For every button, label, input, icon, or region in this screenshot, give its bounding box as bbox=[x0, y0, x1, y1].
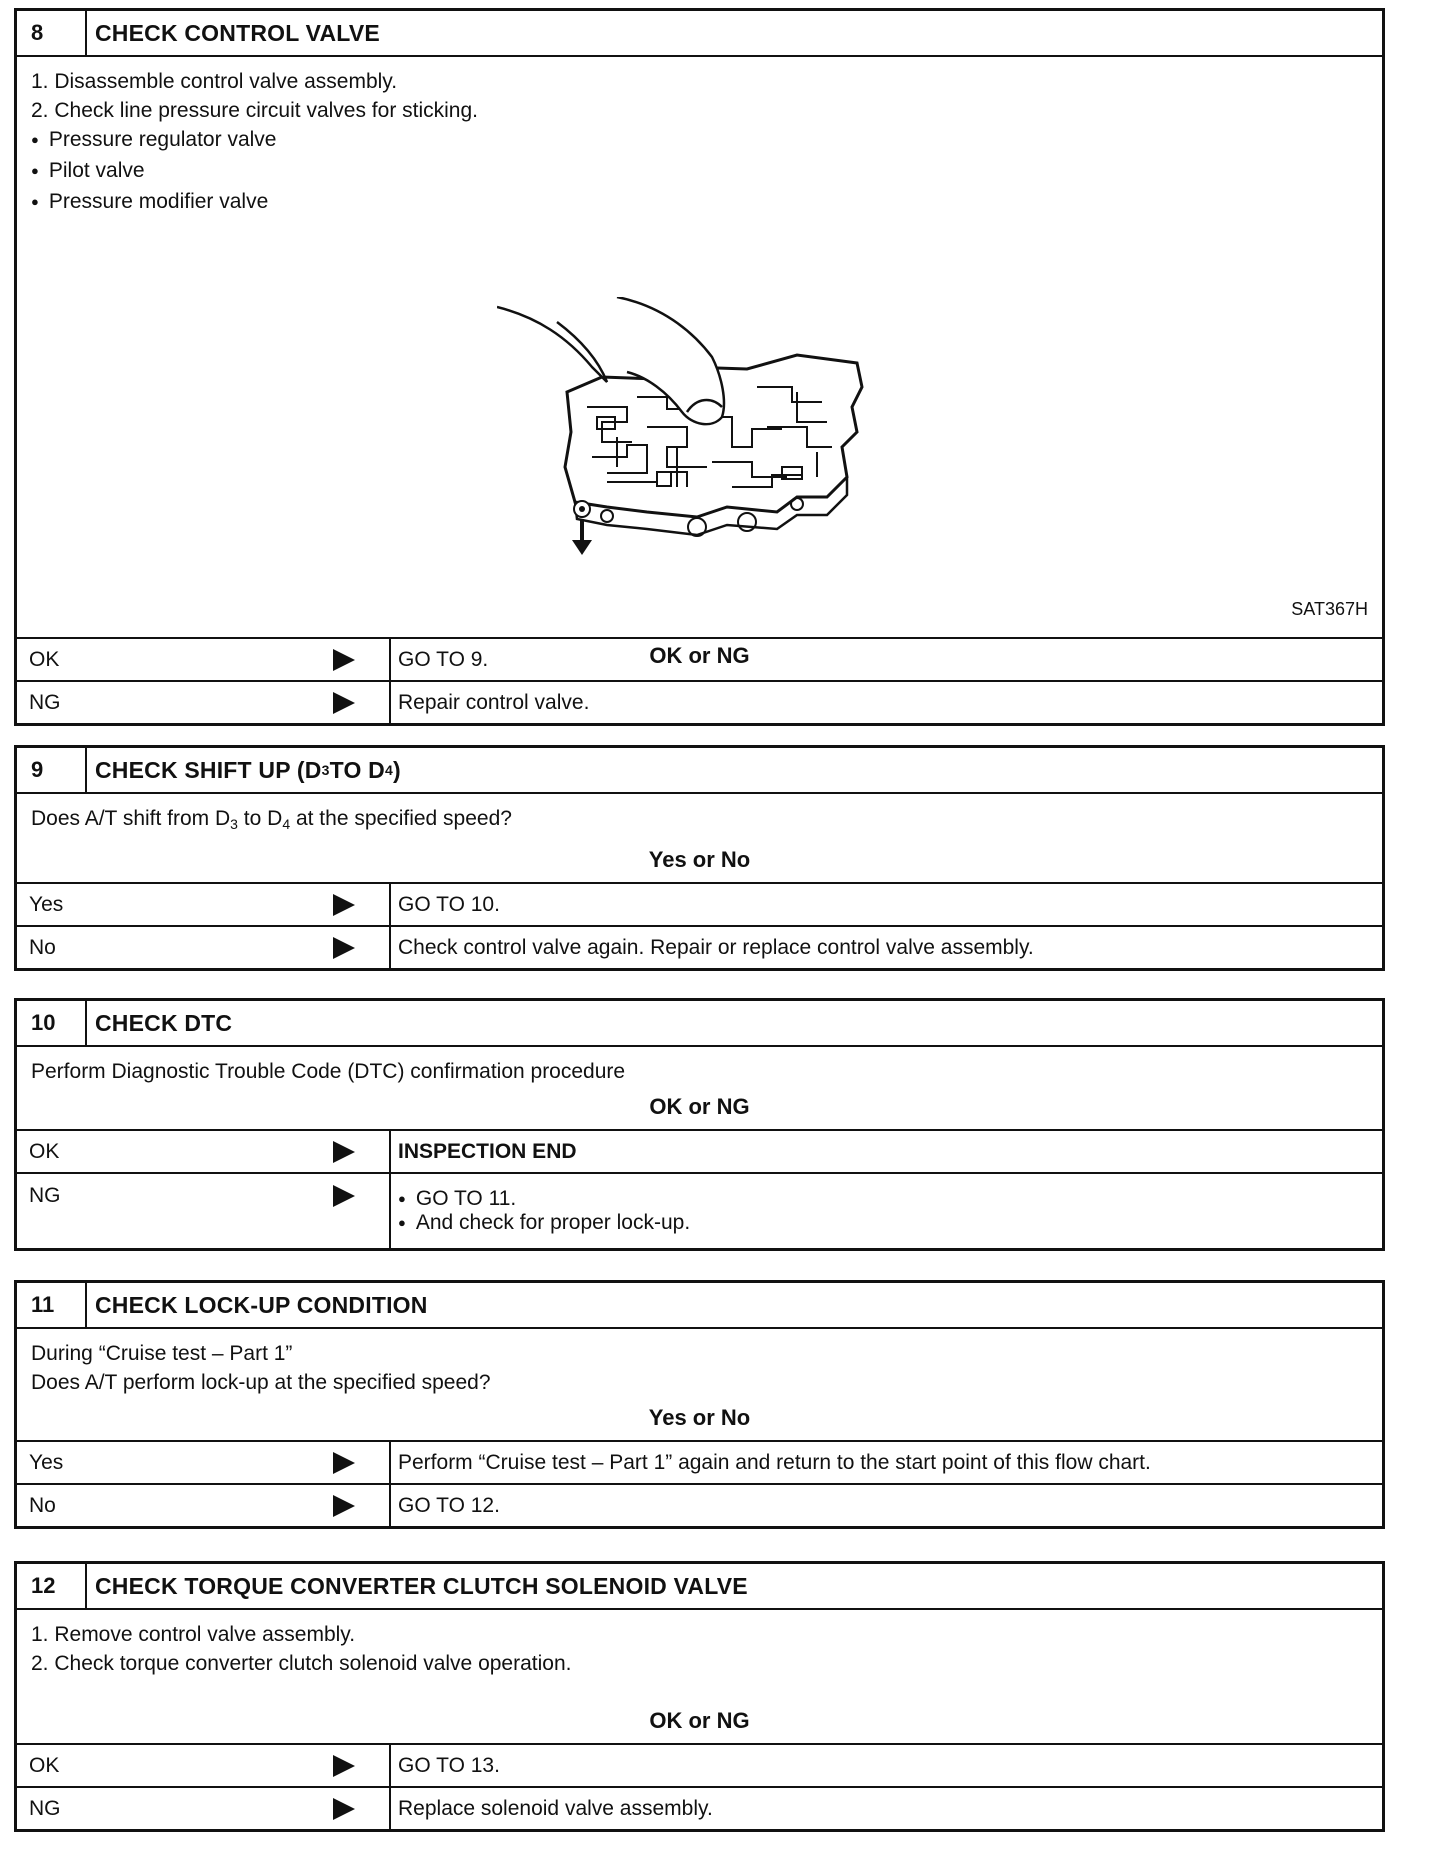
play-arrow-icon bbox=[333, 937, 355, 959]
condition-cell bbox=[17, 1788, 391, 1829]
action-cell: Check control valve again. Repair or replace control valve assembly. bbox=[398, 935, 1034, 959]
play-arrow-icon bbox=[333, 894, 355, 916]
instruction-line: Perform Diagnostic Trouble Code (DTC) confirmation procedure bbox=[31, 1060, 626, 1083]
step-title: CHECK SHIFT UP (D 3 TO D 4 ) bbox=[95, 756, 401, 783]
condition-label: No bbox=[29, 1493, 56, 1517]
action-bullet: ● And check for proper lock-up. bbox=[398, 1211, 690, 1235]
step-9 bbox=[14, 745, 1385, 971]
condition-cell bbox=[17, 1745, 391, 1786]
play-arrow-icon bbox=[333, 1755, 355, 1777]
bullet-item: ● Pressure regulator valve bbox=[31, 125, 1368, 156]
step-body bbox=[17, 794, 1382, 884]
step-header bbox=[17, 1564, 1382, 1610]
control-valve-drawing bbox=[497, 297, 937, 597]
step-title: CHECK LOCK-UP CONDITION bbox=[95, 1291, 428, 1318]
condition-label: NG bbox=[29, 1796, 61, 1820]
result-row-ng bbox=[17, 680, 1382, 723]
condition-cell bbox=[17, 927, 391, 968]
action-cell: GO TO 9. bbox=[398, 647, 489, 671]
instruction-line: 1. Remove control valve assembly. bbox=[31, 1623, 356, 1646]
instruction-line: 2. Check torque converter clutch solenoid valve operation. bbox=[31, 1652, 572, 1675]
step-body bbox=[17, 1047, 1382, 1131]
result-row-ng bbox=[17, 1786, 1382, 1829]
result-label: Yes or No bbox=[648, 847, 751, 872]
step-number: 10 bbox=[17, 1001, 87, 1045]
step-number: 9 bbox=[17, 748, 87, 792]
action-cell: Repair control valve. bbox=[398, 690, 590, 714]
play-arrow-icon bbox=[333, 1452, 355, 1474]
bullet-item: ● Pressure modifier valve bbox=[31, 187, 1368, 218]
step-body bbox=[17, 1610, 1382, 1745]
condition-label: Yes bbox=[29, 892, 64, 916]
condition-cell bbox=[17, 1174, 391, 1248]
figure-code: SAT367H bbox=[1291, 599, 1368, 619]
action-cell bbox=[391, 1174, 1382, 1248]
result-row-no bbox=[17, 1483, 1382, 1526]
play-arrow-icon bbox=[333, 1495, 355, 1517]
condition-label: NG bbox=[29, 690, 61, 714]
play-arrow-icon bbox=[333, 692, 355, 714]
condition-cell bbox=[17, 884, 391, 925]
step-title: CHECK DTC bbox=[95, 1009, 233, 1036]
step-title: CHECK TORQUE CONVERTER CLUTCH SOLENOID VALVE bbox=[95, 1572, 748, 1599]
action-cell: GO TO 12. bbox=[398, 1493, 500, 1517]
condition-cell bbox=[17, 682, 391, 723]
action-cell: GO TO 10. bbox=[398, 892, 500, 916]
bullet-item: ● Pilot valve bbox=[31, 156, 1368, 187]
result-row-no bbox=[17, 925, 1382, 968]
play-arrow-icon bbox=[333, 649, 355, 671]
condition-cell bbox=[17, 1485, 391, 1526]
condition-label: Yes bbox=[29, 1450, 64, 1474]
result-row-ng bbox=[17, 1172, 1382, 1248]
result-label: OK or NG bbox=[649, 1094, 750, 1119]
step-title: CHECK CONTROL VALVE bbox=[95, 19, 380, 46]
condition-label: OK bbox=[29, 1753, 60, 1777]
step-number: 8 bbox=[17, 11, 87, 55]
condition-cell bbox=[17, 639, 391, 680]
condition-label: OK bbox=[29, 647, 60, 671]
instruction-line: 2. Check line pressure circuit valves for sticking. bbox=[31, 99, 478, 122]
action-cell: INSPECTION END bbox=[398, 1139, 577, 1163]
result-row-yes bbox=[17, 1442, 1382, 1483]
step-header bbox=[17, 748, 1382, 794]
instruction-line: Does A/T perform lock-up at the specified speed? bbox=[31, 1371, 491, 1394]
result-row-ok bbox=[17, 1745, 1382, 1786]
question-text: Does A/T shift from $D_3$ to $D_4$ at the specified speed? bbox=[31, 807, 512, 832]
instruction-line: 1. Disassemble control valve assembly. bbox=[31, 70, 398, 93]
action-cell: GO TO 13. bbox=[398, 1753, 500, 1777]
step-header bbox=[17, 1001, 1382, 1047]
result-label: OK or NG bbox=[649, 643, 750, 668]
step-header bbox=[17, 1283, 1382, 1329]
condition-cell bbox=[17, 1131, 391, 1172]
step-10 bbox=[14, 998, 1385, 1251]
action-cell: Replace solenoid valve assembly. bbox=[398, 1796, 713, 1820]
step-number: 12 bbox=[17, 1564, 87, 1608]
result-row-yes bbox=[17, 884, 1382, 925]
control-valve-illustration bbox=[497, 297, 937, 597]
play-arrow-icon bbox=[333, 1185, 355, 1207]
condition-label: NG bbox=[29, 1184, 61, 1207]
condition-label: OK bbox=[29, 1139, 60, 1163]
result-row-ok bbox=[17, 1131, 1382, 1172]
step-number: 11 bbox=[17, 1283, 87, 1327]
play-arrow-icon bbox=[333, 1798, 355, 1820]
step-header bbox=[17, 11, 1382, 57]
step-12 bbox=[14, 1561, 1385, 1832]
condition-label: No bbox=[29, 935, 56, 959]
step-8 bbox=[14, 8, 1385, 726]
result-label: OK or NG bbox=[649, 1708, 750, 1733]
play-arrow-icon bbox=[333, 1141, 355, 1163]
result-label: Yes or No bbox=[648, 1405, 751, 1430]
step-body bbox=[17, 1329, 1382, 1442]
action-bullet: ● GO TO 11. bbox=[398, 1187, 516, 1211]
step-11 bbox=[14, 1280, 1385, 1529]
condition-cell bbox=[17, 1442, 391, 1483]
action-cell: Perform “Cruise test – Part 1” again and return to the start point of this flow chart. bbox=[398, 1450, 1151, 1474]
instruction-line: During “Cruise test – Part 1” bbox=[31, 1342, 293, 1365]
